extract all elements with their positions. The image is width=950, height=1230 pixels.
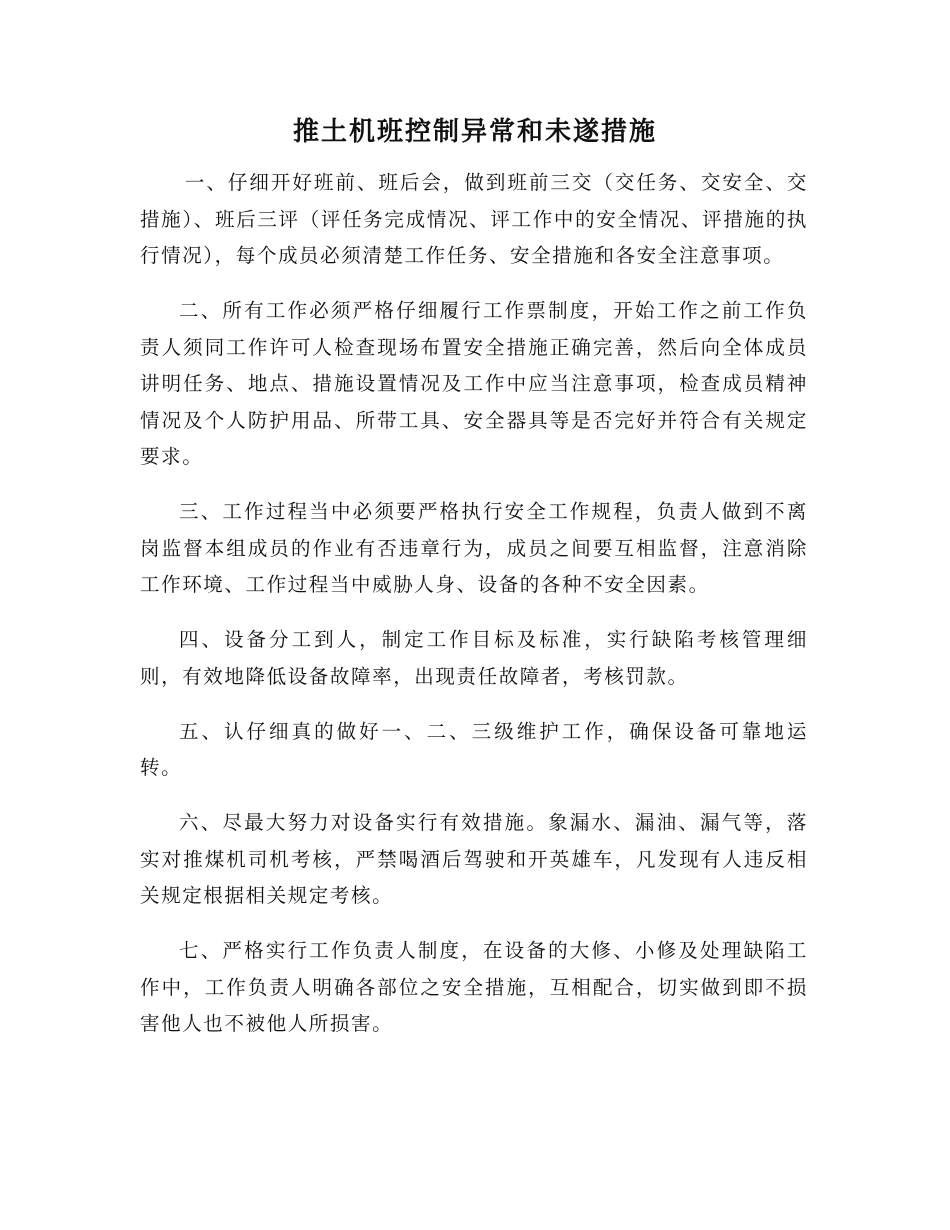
paragraph-1: 一、仔细开好班前、班后会，做到班前三交（交任务、交安全、交措施）、班后三评（评任务完成情况、评工作中的安全情况、评措施的执行情况），每个成员必须清楚工作任务、安全措施和各安全注意事项。 (140, 171, 808, 267)
document-title: 推土机班控制异常和未遂措施 (292, 117, 657, 147)
document-body (140, 165, 808, 1043)
paragraph-6: 六、尽最大努力对设备实行有效措施。象漏水、漏油、漏气等，落实对推煤机司机考核，严禁喝酒后驾驶和开英雄车，凡发现有人违反相关规定根据相关规定考核。 (140, 811, 808, 907)
paragraph-5: 五、认仔细真的做好一、二、三级维护工作，确保设备可靠地运转。 (140, 719, 808, 779)
paragraph-7: 七、严格实行工作负责人制度，在设备的大修、小修及处理缺陷工作中，工作负责人明确各部位之安全措施，互相配合，切实做到即不损害他人也不被他人所损害。 (140, 939, 808, 1035)
paragraph-3: 三、工作过程当中必须要严格执行安全工作规程，负责人做到不离岗监督本组成员的作业有否违章行为，成员之间要互相监督，注意消除工作环境、工作过程当中威胁人身、设备的各种不安全因素。 (140, 500, 808, 596)
paragraph-2: 二、所有工作必须严格仔细履行工作票制度，开始工作之前工作负责人须同工作许可人检查现场布置安全措施正确完善，然后向全体成员讲明任务、地点、措施设置情况及工作中应当注意事项，检查成员精神情况及个人防护用品、所带工具、安全器具等是否完好并符合有关规定要求。 (140, 299, 808, 468)
paragraph-4: 四、设备分工到人，制定工作目标及标准，实行缺陷考核管理细则，有效地降低设备故障率，出现责任故障者，考核罚款。 (140, 628, 808, 688)
